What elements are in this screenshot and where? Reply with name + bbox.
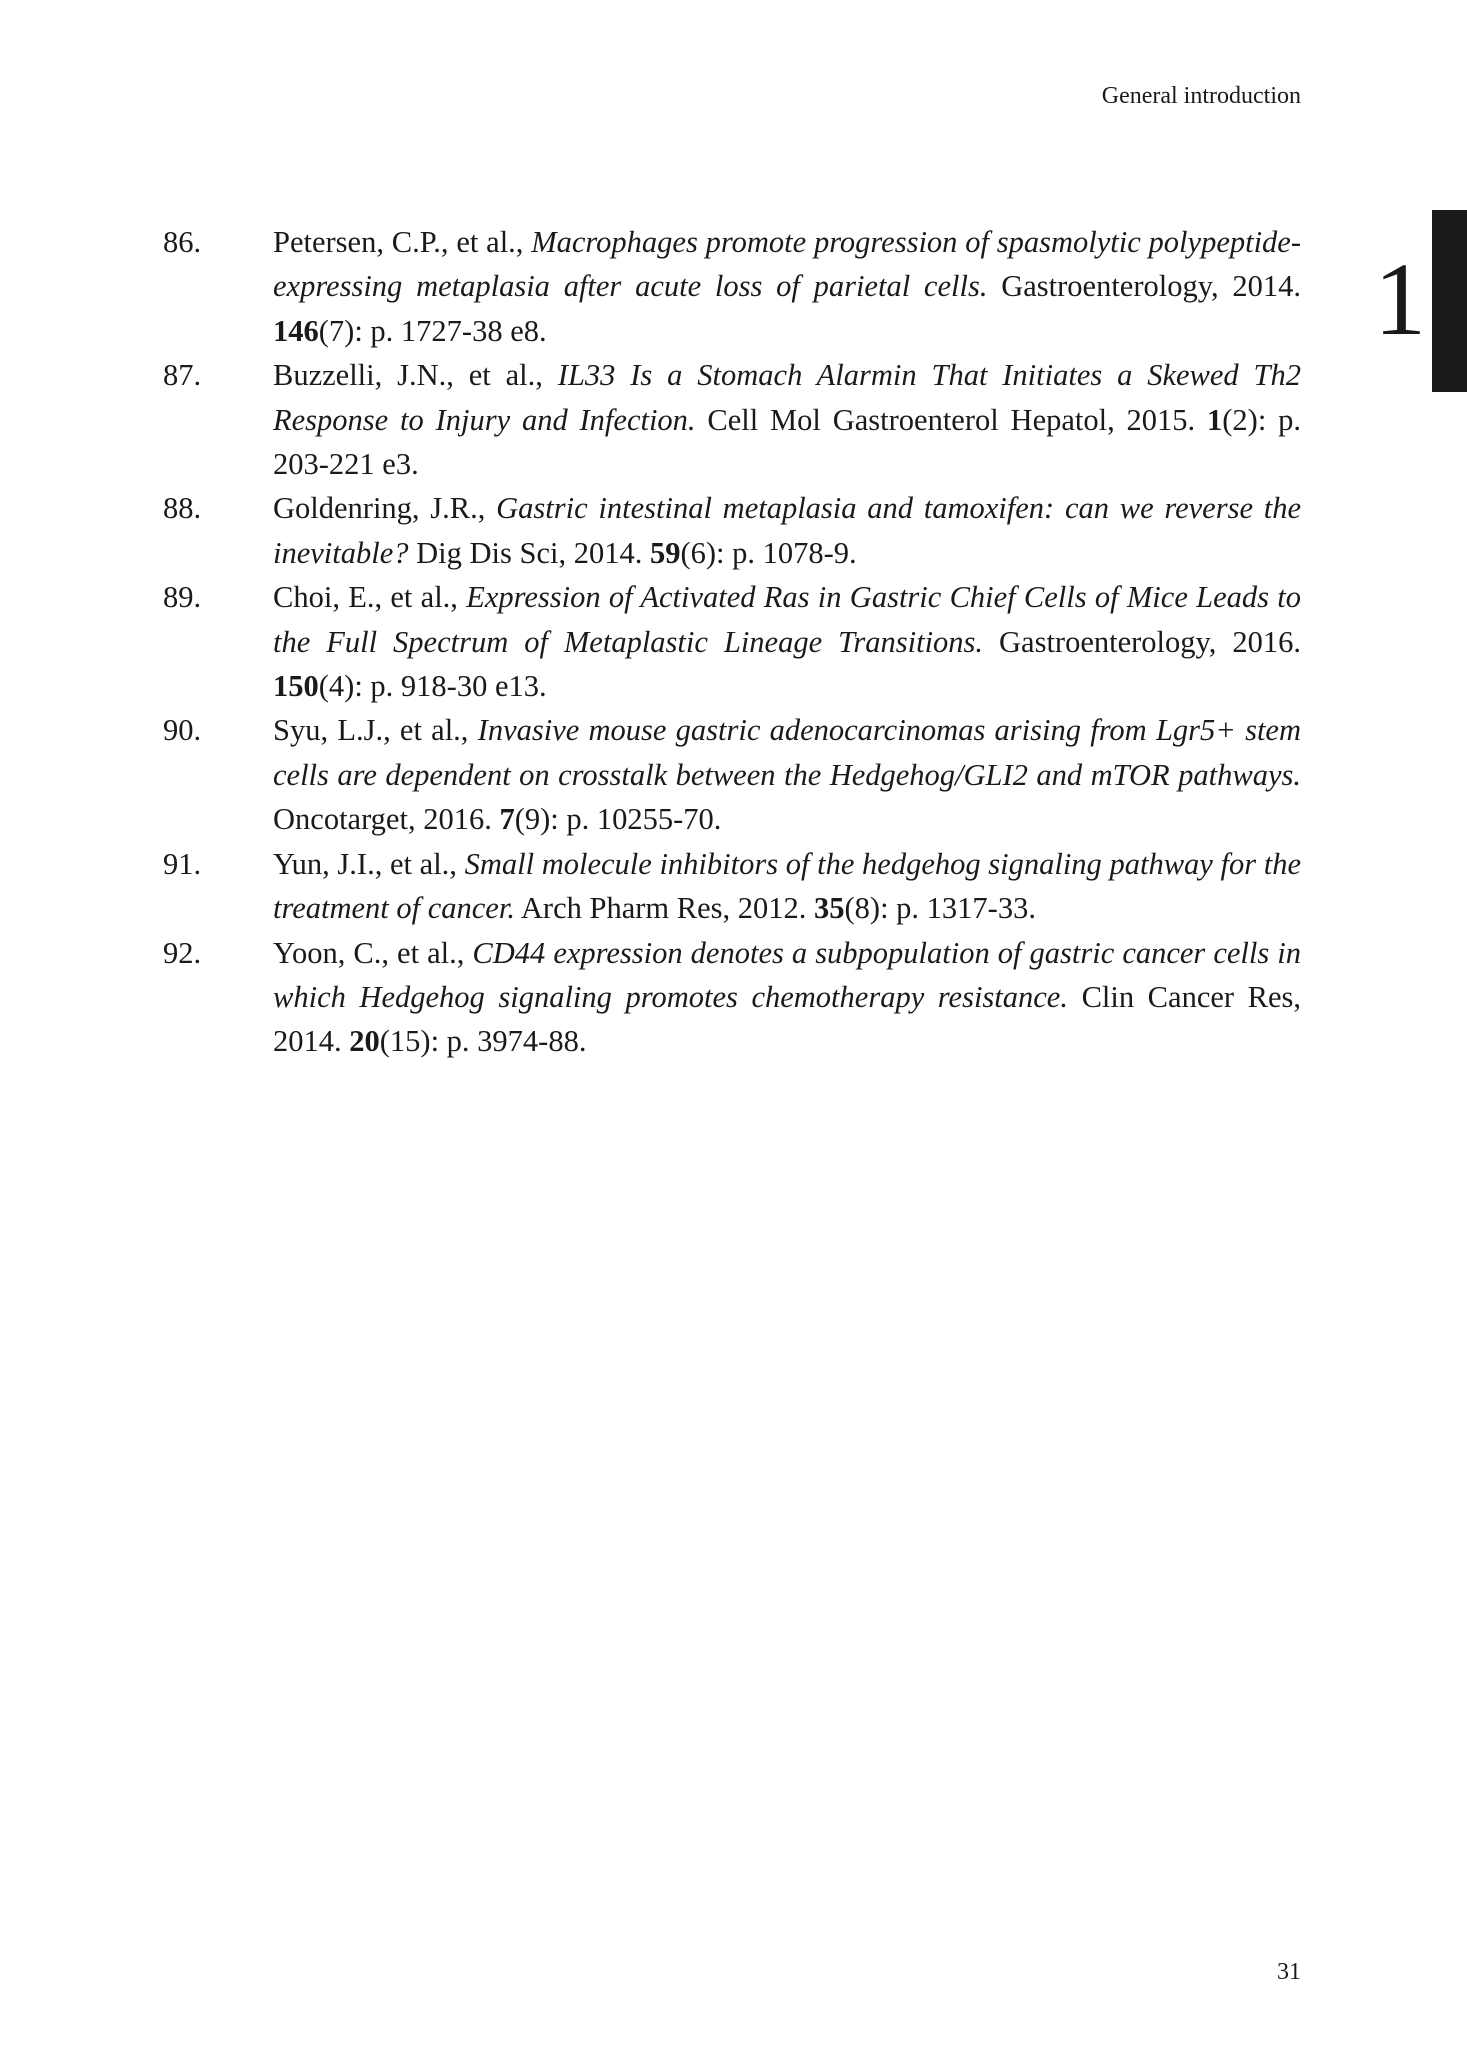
reference-item [163, 931, 1301, 1064]
reference-volume: 150 [273, 669, 319, 704]
running-head: General introduction [1101, 83, 1301, 109]
reference-title: IL33 Is a Stomach Alarmin That Initiates a Skewed Th2 Response to Injury and Infection. [273, 358, 1302, 437]
reference-volume: 59 [649, 535, 681, 570]
reference-number: 92. [163, 935, 202, 970]
reference-volume: 20 [349, 1024, 380, 1059]
reference-number: 87. [163, 358, 202, 393]
reference-authors: Petersen, C.P., et al., [273, 225, 532, 259]
reference-item [163, 486, 1301, 575]
reference-item [163, 708, 1301, 841]
reference-title: Expression of Activated Ras in Gastric Chief Cells of Mice Leads to the Full Spectrum of Metaplastic Lineage Transitions. [273, 580, 1301, 659]
reference-authors: Buzzelli, J.N., et al., [273, 358, 558, 393]
reference-pages: (8): p. 1317-33. [844, 891, 1036, 926]
reference-journal: Gastroenterology, 2014. [987, 269, 1301, 304]
reference-pages: (6): p. 1078-9. [680, 535, 857, 570]
reference-authors: Syu, L.J., et al., [273, 713, 478, 748]
reference-journal: Gastroenterology, 2016. [983, 624, 1302, 659]
reference-volume: 146 [273, 313, 319, 348]
reference-journal: Dig Dis Sci, 2014. [408, 535, 650, 570]
reference-item [163, 575, 1301, 708]
reference-item [163, 220, 1301, 353]
reference-authors: Yoon, C., et al., [273, 935, 473, 970]
reference-volume: 1 [1207, 402, 1223, 437]
reference-item [163, 353, 1301, 486]
reference-title: Gastric intestinal metaplasia and tamoxifen: can we reverse the inevitable? [273, 491, 1301, 570]
reference-number: 88. [163, 491, 202, 526]
reference-title: Invasive mouse gastric adenocarcinomas arising from Lgr5+ stem cells are dependent on crosstalk between the Hedgehog/GLI2 and mTOR pathways. [273, 713, 1301, 792]
reference-journal: Cell Mol Gastroenterol Hepatol, 2015. [695, 402, 1208, 437]
reference-number: 89. [163, 580, 202, 615]
reference-number: 90. [163, 713, 202, 748]
reference-number: 91. [163, 846, 202, 881]
reference-volume: 35 [814, 891, 845, 926]
reference-pages: (9): p. 10255-70. [514, 802, 722, 837]
reference-pages: (2): p. 203-221 e3. [273, 402, 1302, 482]
page-number: 31 [1277, 1959, 1301, 1985]
reference-pages: (7): p. 1727-38 e8. [318, 313, 547, 348]
reference-journal: Arch Pharm Res, 2012. [514, 891, 815, 926]
reference-title: CD44 expression denotes a subpopulation of gastric cancer cells in which Hedgehog signaling promotes chemotherapy resistance. [273, 935, 1302, 1014]
chapter-number: 1 [1374, 242, 1426, 357]
reference-pages: (4): p. 918-30 e13. [318, 669, 547, 704]
reference-item [163, 842, 1301, 931]
reference-authors: Choi, E., et al., [273, 580, 467, 615]
reference-title: Small molecule inhibitors of the hedgehog signaling pathway for the treatment of cancer. [273, 846, 1301, 926]
reference-authors: Yun, J.I., et al., [273, 846, 465, 881]
reference-volume: 7 [499, 802, 515, 837]
reference-journal: Clin Cancer Res, 2014. [273, 979, 1302, 1059]
reference-title: Macrophages promote progression of spasmolytic polypeptide-expressing metaplasia after acute loss of parietal cells. [273, 225, 1302, 304]
reference-journal: Oncotarget, 2016. [273, 802, 500, 837]
reference-number: 86. [163, 225, 202, 259]
chapter-tab-marker [1432, 210, 1467, 392]
reference-list [163, 220, 1301, 1064]
reference-pages: (15): p. 3974-88. [379, 1024, 587, 1059]
reference-authors: Goldenring, J.R., [273, 491, 497, 526]
